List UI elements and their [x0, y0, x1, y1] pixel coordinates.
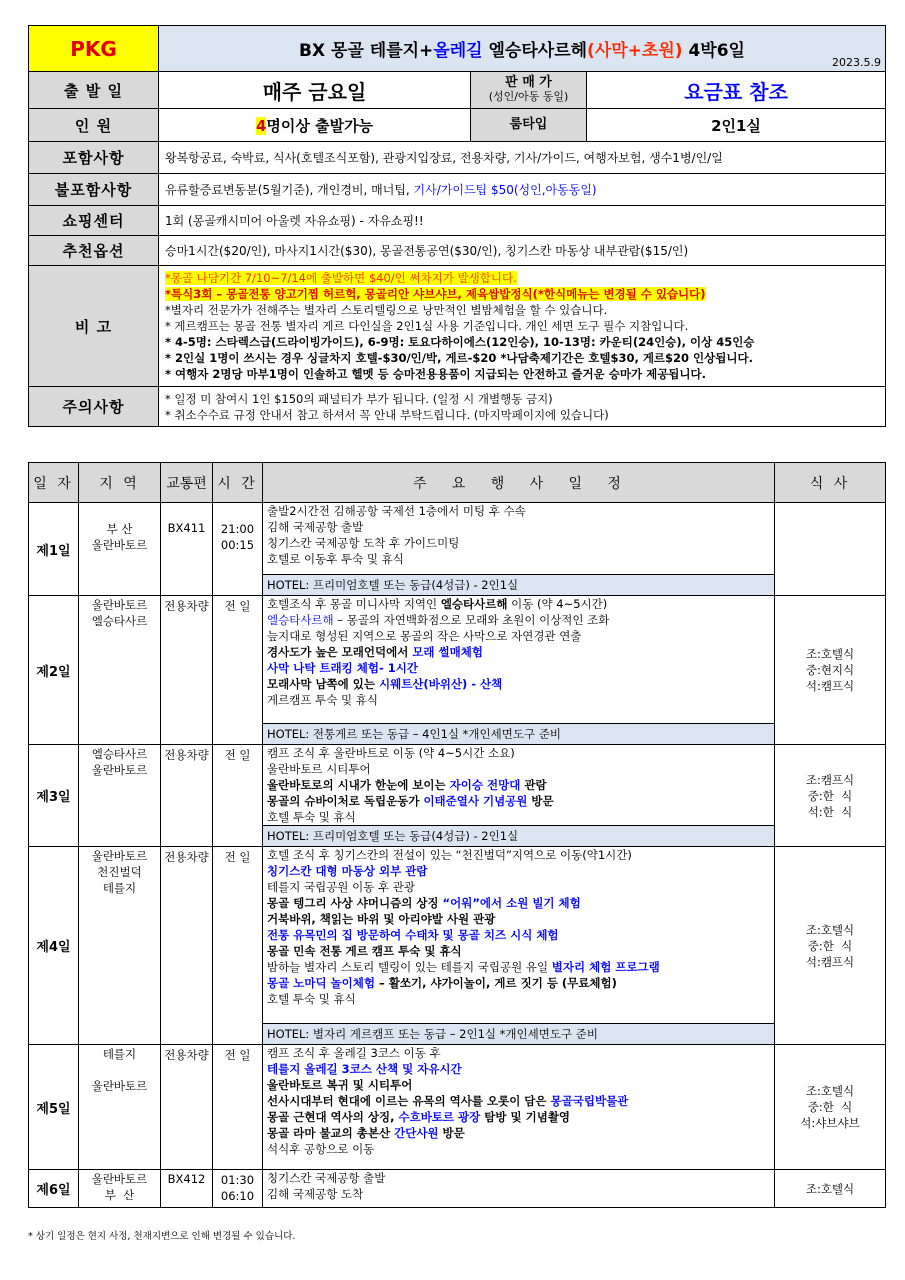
highlight-text: 엘승타사르해	[267, 613, 334, 627]
schedule-line: 사막 나탁 트래킹 체험- 1시간	[267, 661, 418, 675]
price-sub: (성인/아동 동일)	[488, 90, 569, 103]
remark-item: *별자리 전문가가 전해주는 별자리 스토리텔링으로 낭만적인 별밤체험을 할 수 있습니다.	[165, 303, 608, 317]
day-4-time: 전 일	[213, 847, 263, 1045]
meal-line: 조:호텔식	[805, 1084, 855, 1098]
highlight-text: 간단사원	[394, 1126, 439, 1140]
region-line: 테를지	[102, 1047, 137, 1061]
schedule-line: 울란바토르 복귀 및 시티투어	[267, 1078, 413, 1092]
time-line: 00:15	[220, 538, 255, 552]
title-olle: 올레길	[433, 41, 483, 61]
schedule-line: 몽골 라마 불교의 총본산 간단사원 방문	[267, 1126, 465, 1140]
remarks-list	[159, 266, 886, 387]
schedule-line: 석식후 공항으로 이동	[267, 1142, 375, 1156]
caution-label: 주의사항	[29, 387, 159, 427]
schedule-line: 테를지 올레길 3코스 산책 및 자유시간	[267, 1062, 462, 1076]
footnote: * 상기 일정은 현지 사정, 천재지변으로 인해 변경될 수 있습니다.	[28, 1231, 296, 1242]
schedule-line: 울란바토로의 시내가 한눈에 보이는 자이승 전망대 관람	[267, 778, 547, 792]
schedule-line: 울란바토르 시티투어	[267, 762, 371, 776]
meal-line: 석:한 식	[807, 804, 853, 819]
room-value: 2인1실	[587, 109, 886, 142]
region-line: 엘승타사르	[91, 747, 148, 761]
schedule-line: 호텔 투숙 및 휴식	[267, 810, 356, 824]
time-line: 01:30	[220, 1173, 255, 1187]
schedule-line: 모래사막 남쪽에 있는 시웨트산(바위산) - 산책	[267, 677, 503, 691]
day-2-label: 제2일	[29, 596, 79, 745]
page-title	[159, 26, 886, 72]
schedule-line: 칭기스칸 국제공항 도착 후 가이드미팅	[267, 536, 460, 550]
day-4-schedule	[263, 847, 775, 1024]
meal-line: 석:캠프식	[805, 954, 855, 969]
day-6-meals: 조:호텔식	[775, 1170, 886, 1208]
day-1-hotel: HOTEL: 프리미엄호텔 또는 동급(4성급) - 2인1실	[263, 575, 775, 596]
schedule-line: 거북바위, 책읽는 바위 및 아리야발 사원 관광	[267, 912, 496, 926]
day-1-time	[213, 503, 263, 596]
col-header-schedule: 주 요 행 사 일 정	[263, 463, 775, 503]
schedule-line: 전통 유목민의 집 방문하여 수태차 및 몽골 치즈 시식 체험	[267, 928, 559, 942]
shopping-value: 1회 (몽골캐시미어 아울렛 자유쇼핑) - 자유쇼핑!!	[159, 206, 886, 236]
day-4-hotel: HOTEL: 별자리 게르캠프 또는 동급 – 2인1실 *개인세면도구 준비	[263, 1024, 775, 1045]
day-3-meals	[775, 745, 886, 847]
schedule-line: 늪지대로 형성된 지역으로 몽골의 작은 사막으로 자연경관 연출	[267, 629, 582, 643]
schedule-line: 몽골 근현대 역사의 상징, 수흐바토르 광장 탐방 및 기념촬영	[267, 1110, 571, 1124]
region-line: 부 산	[104, 1188, 135, 1202]
col-header-transport: 교통편	[161, 463, 213, 503]
day-2-schedule	[263, 596, 775, 724]
day-1-transport: BX411	[161, 503, 213, 596]
day-1-label: 제1일	[29, 503, 79, 596]
included-value: 왕복항공료, 숙박료, 식사(호텔조식포함), 관광지입장료, 전용차량, 기사/가이드, 여행자보험, 생수1병/인/일	[159, 142, 886, 174]
day-5-label: 제5일	[29, 1045, 79, 1170]
region-line: 천진벌덕	[97, 865, 142, 879]
day-2-region	[79, 596, 161, 745]
region-spacer	[80, 1062, 159, 1078]
remark-item: * 게르캠프는 몽골 전통 별자리 게르 다인실을 2인1실 사용 기준입니다. 개인 세면 도구 필수 지참입니다.	[165, 319, 689, 333]
remarks-label: 비 고	[29, 266, 159, 387]
highlight-text: 별자리 체험 프로그램	[551, 960, 660, 974]
schedule-line: 밤하늘 별자리 스토리 텔링이 있는 테를지 국립공원 유일 별자리 체험 프로그램	[267, 960, 660, 974]
people-min: 4	[255, 116, 267, 135]
people-label: 인 원	[29, 109, 159, 142]
price-label-text: 판 매 가	[505, 75, 552, 90]
highlight-text: 수흐바토르 광장	[398, 1110, 481, 1124]
meal-line: 석:샤브샤브	[800, 1116, 860, 1130]
remark-naadam: *몽골 나담기간 7/10~7/14에 출발하면 $40/인 써차지가 발생합니다.	[165, 271, 517, 285]
region-line: 엘승타사르	[91, 614, 148, 628]
day-1-meals	[775, 503, 886, 596]
highlight-text: 자이승 전망대	[449, 778, 521, 792]
day-6-label: 제6일	[29, 1170, 79, 1208]
region-line: 울란바토르	[91, 1079, 148, 1093]
highlight-text: 엘승타사르해	[440, 597, 508, 611]
caution-item: * 일정 미 참여시 1인 $150의 패널티가 부가 됩니다. (일정 시 개별행동 금지)	[165, 391, 553, 406]
remark-item	[165, 286, 879, 302]
schedule-line: 경사도가 높은 모래언덕에서 모래 썰매체험	[267, 645, 483, 659]
remark-item: * 여행자 2명당 마부1명이 인솔하고 헬멧 등 승마전용용품이 지급되는 안전하고 즐거운 승마가 제공됩니다.	[165, 367, 707, 381]
col-header-region: 지 역	[79, 463, 161, 503]
day-3-transport: 전용차량	[161, 745, 213, 847]
caution-list	[159, 387, 886, 427]
meal-line: 조:호텔식	[805, 647, 855, 661]
included-label: 포함사항	[29, 142, 159, 174]
schedule-line: 몽골 노마딕 놀이체험 – 활쏘기, 샤가이놀이, 게르 짓기 등 (무료체험)	[267, 976, 617, 990]
schedule-line: 게르캠프 투숙 및 휴식	[267, 693, 378, 707]
meal-line: 중:한 식	[807, 938, 853, 953]
day-3-label: 제3일	[29, 745, 79, 847]
excluded-value	[159, 174, 886, 206]
meal-line: 석:캠프식	[805, 679, 855, 693]
meal-line: 중:한 식	[807, 788, 853, 803]
day-5-region	[79, 1045, 161, 1170]
time-line: 06:10	[220, 1189, 255, 1203]
day-2-transport: 전용차량	[161, 596, 213, 745]
highlight-text: “어워”에서 소원 빌기 체험	[442, 896, 581, 910]
schedule-line: 호텔조식 후 몽골 미니사막 지역인 엘승타사르해 이동 (약 4~5시간)	[267, 597, 608, 611]
schedule-line: 테를지 국립공원 이동 후 관광	[267, 880, 415, 894]
title-desert: (사막+초원)	[587, 41, 683, 61]
region-line: 부 산	[106, 522, 133, 536]
day-4-region	[79, 847, 161, 1045]
price-label	[471, 72, 587, 109]
excluded-label: 불포함사항	[29, 174, 159, 206]
day-3-schedule	[263, 745, 775, 826]
col-header-time: 시 간	[213, 463, 263, 503]
day-5-schedule	[263, 1045, 775, 1170]
day-3-region	[79, 745, 161, 847]
day-4-label: 제4일	[29, 847, 79, 1045]
region-line: 울란바토르	[91, 763, 148, 777]
day-3-time: 전 일	[213, 745, 263, 847]
schedule-line: 호텔 투숙 및 휴식	[267, 992, 356, 1006]
schedule-line: 김해 국제공항 도착	[267, 1187, 364, 1201]
region-line: 울란바토르	[91, 849, 148, 863]
people-value	[159, 109, 471, 142]
excluded-text: 유류할증료변동분(5월기준), 개인경비, 매너팁,	[165, 183, 414, 197]
meal-line: 조:호텔식	[805, 922, 855, 937]
col-header-day: 일 자	[29, 463, 79, 503]
options-label: 추천옵션	[29, 236, 159, 266]
title-text: BX 몽골 테를지+	[299, 41, 434, 61]
day-2-hotel: HOTEL: 전통게르 또는 동급 – 4인1실 *개인세면도구 준비	[263, 724, 775, 745]
schedule-line: 선사시대부터 현대에 이르는 유목의 역사를 오롯이 담은 몽골국립박물관	[267, 1094, 629, 1108]
day-5-time: 전 일	[213, 1045, 263, 1170]
day-6-schedule	[263, 1170, 775, 1208]
package-info-table	[28, 25, 886, 427]
region-line: 울란바토르	[91, 598, 148, 612]
day-4-transport: 전용차량	[161, 847, 213, 1045]
meal-line: 중:한 식	[807, 1100, 853, 1114]
schedule-line: 호텔로 이동후 투숙 및 휴식	[267, 552, 404, 566]
remark-special-meals: *특식3회 – 몽골전통 양고기찜 허르헉, 몽골리안 샤브샤브, 제육쌈밥정식(*한식메뉴는 변경될 수 있습니다)	[165, 287, 706, 301]
itinerary-table	[28, 462, 886, 1208]
highlight-text: 몽골국립박물관	[550, 1094, 629, 1108]
schedule-line: 김해 국제공항 출발	[267, 520, 364, 534]
schedule-line: 몽골 텡그리 사상 샤머니즘의 상징 “어워”에서 소원 빌기 체험	[267, 896, 581, 910]
region-line: 울란바토르	[91, 538, 148, 552]
pkg-label: PKG	[29, 26, 159, 72]
guide-tip: 기사/가이드팁 $50(성인,아동동일)	[413, 183, 597, 197]
day-2-time: 전 일	[213, 596, 263, 745]
schedule-line: 몽골 민속 전통 게르 캠프 투숙 및 휴식	[267, 944, 462, 958]
schedule-line: 캠프 조식 후 올레길 3코스 이동 후	[267, 1046, 441, 1060]
departure-label: 출 발 일	[29, 72, 159, 109]
meal-line: 조:캠프식	[805, 772, 855, 787]
region-line: 울란바토르	[91, 1172, 148, 1186]
day-6-time	[213, 1170, 263, 1208]
remark-item: * 4-5명: 스타렉스급(드라이빙가이드), 6-9명: 토요다하이에스(12인승), 10-13명: 카운티(24인승), 이상 45인승	[165, 335, 755, 349]
room-label: 룸타입	[471, 109, 587, 142]
title-elsen: 엘승타사르헤	[482, 41, 588, 61]
highlight-text: 이태준열사 기념공원	[423, 794, 528, 808]
schedule-line: 캠프 조식 후 울란바트로 이동 (약 4~5시간 소요)	[267, 746, 515, 760]
remark-item: * 2인실 1명이 쓰시는 경우 싱글차지 호텔-$30/인/박, 게르-$20 *나담축제기간은 호텔$30, 게르$20 인상됩니다.	[165, 351, 753, 365]
day-1-region	[79, 503, 161, 596]
day-3-hotel: HOTEL: 프리미엄호텔 또는 동급(4성급) - 2인1실	[263, 826, 775, 847]
day-5-transport: 전용차량	[161, 1045, 213, 1170]
day-6-transport: BX412	[161, 1170, 213, 1208]
remark-item	[165, 270, 879, 286]
day-2-meals	[775, 596, 886, 745]
doc-date: 2023.5.9	[832, 56, 881, 69]
schedule-line: 출발2시간전 김해공항 국제선 1층에서 미팅 후 수속	[267, 504, 526, 518]
departure-value: 매주 금요일	[159, 72, 471, 109]
col-header-meals: 식 사	[775, 463, 886, 503]
meal-line: 중:현지식	[805, 663, 855, 677]
shopping-label: 쇼핑센터	[29, 206, 159, 236]
caution-item: * 취소수수료 규정 안내서 참고 하셔서 꼭 안내 부탁드립니다. (마지막페이지에 있습니다)	[165, 407, 609, 422]
day-1-schedule	[263, 503, 775, 575]
day-6-region	[79, 1170, 161, 1208]
people-text: 명이상 출발가능	[266, 116, 374, 135]
schedule-line: 엘승타사르해 – 몽골의 자연백화점으로 모래와 초원이 이상적인 조화	[267, 613, 610, 627]
highlight-text: 몽골 노마딕 놀이체험	[267, 976, 375, 990]
day-4-meals	[775, 847, 886, 1045]
options-value: 승마1시간($20/인), 마사지1시간($30), 몽골전통공연($30/인), 칭기스칸 마동상 내부관람($15/인)	[159, 236, 886, 266]
schedule-line: 칭기스칸 대형 마동상 외부 관람	[267, 864, 428, 878]
time-line: 21:00	[220, 522, 255, 536]
schedule-line: 호텔 조식 후 칭기스칸의 전설이 있는 “천진벌덕”지역으로 이동(약1시간)	[267, 848, 632, 862]
price-value: 요금표 참조	[587, 72, 886, 109]
highlight-text: 모래 썰매체험	[412, 645, 483, 659]
highlight-text: 시웨트산(바위산) - 산책	[379, 677, 503, 691]
schedule-line: 몽골의 슈바이처로 독립운동가 이태준열사 기념공원 방문	[267, 794, 554, 808]
schedule-line: 칭기스칸 국제공항 출발	[267, 1171, 386, 1185]
region-line: 테를지	[102, 881, 137, 895]
title-duration: 4박6일	[682, 41, 745, 61]
day-5-meals	[775, 1045, 886, 1170]
